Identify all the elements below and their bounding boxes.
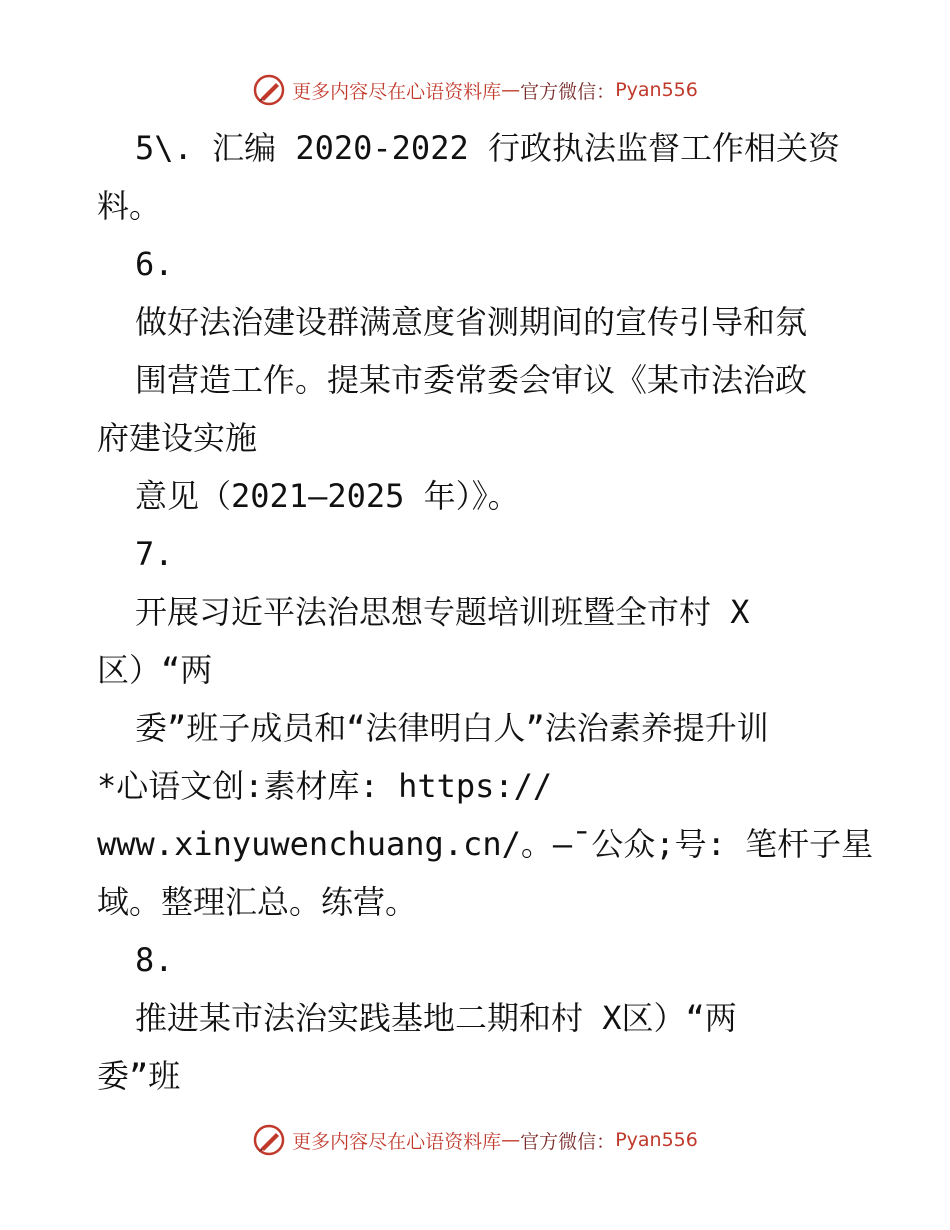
text-line: 围营造工作。提某市委常委会审议《某市法治政: [135, 361, 808, 399]
text-line: 委”班: [97, 1057, 181, 1095]
text-line: 料。: [97, 187, 162, 225]
text-line: 意见（2021—2025 年）》。: [135, 477, 520, 515]
text-line: 开展习近平法治思想专题培训班暨全市村 X: [135, 593, 750, 631]
watermark-separator: —: [501, 1129, 521, 1151]
watermark-separator: —: [501, 79, 521, 101]
text-line: 做好法治建设群满意度省测期间的宣传引导和氛: [135, 303, 808, 341]
text-line: 8.: [135, 941, 174, 979]
text-line: 府建设实施: [97, 419, 258, 457]
text-line: 推进某市法治实践基地二期和村 X区）“两: [135, 999, 737, 1037]
watermark-tag: 官方微信：: [520, 80, 616, 103]
watermark-id: Pyan556: [615, 79, 698, 101]
text-line: 5\. 汇编 2020-2022 行政执法监督工作相关资: [135, 129, 840, 167]
watermark-text: 更多内容尽在心语资料库: [292, 80, 502, 103]
header-watermark: [0, 70, 950, 110]
text-line: 7.: [135, 535, 174, 573]
text-line: 委”班子成员和“法律明白人”法治素养提升训: [135, 709, 769, 747]
footer-watermark: [0, 1120, 950, 1160]
text-line: 域。整理汇总。练营。: [97, 883, 418, 921]
watermark-id: Pyan556: [615, 1129, 698, 1151]
watermark-tag: 官方微信：: [520, 1130, 616, 1153]
text-line: 6.: [135, 245, 174, 283]
watermark-text: 更多内容尽在心语资料库: [292, 1130, 502, 1153]
text-line: 区）“两: [97, 651, 213, 689]
pen-logo-icon: [252, 1123, 286, 1157]
text-line: www.xinyuwenchuang.cn/。—¯公众;号: 笔杆子星: [97, 825, 874, 863]
pen-logo-icon: [252, 73, 286, 107]
text-line: *心语文创:素材库: https://: [97, 767, 553, 805]
